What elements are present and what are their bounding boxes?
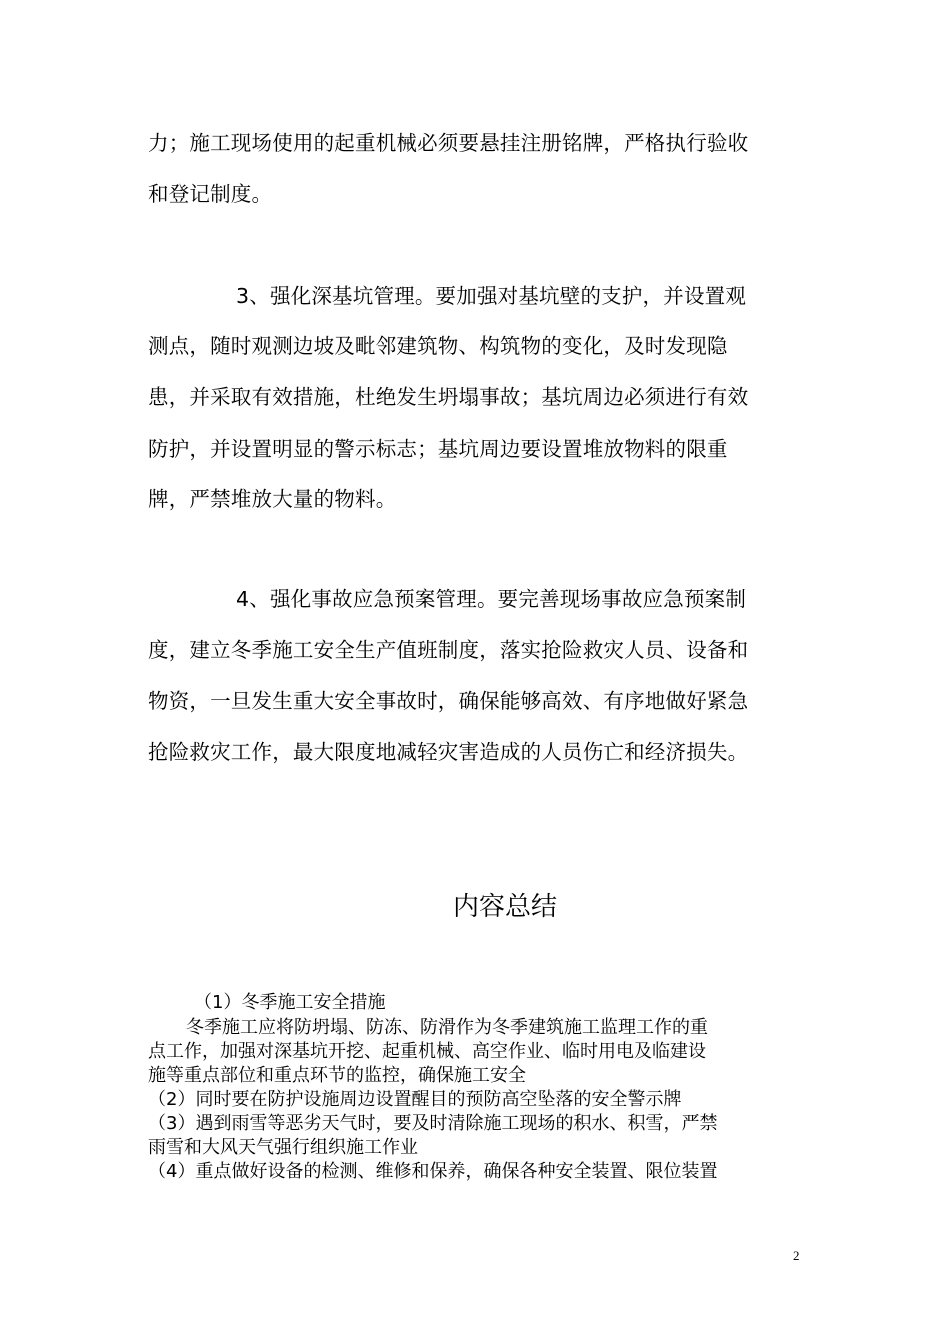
body-line: 和登记制度。 [148,182,273,206]
summary-title: 内容总结 [452,892,557,922]
body-line: 力；施工现场使用的起重机械必须要悬挂注册铭牌，严格执行验收 [148,131,749,155]
summary-line: （3）遇到雨雪等恶劣天气时，要及时清除施工现场的积水、积雪，严禁 [148,1113,718,1134]
body-line: 抢险救灾工作，最大限度地减轻灾害造成的人员伤亡和经济损失。 [148,740,749,764]
summary-line: 点工作，加强对深基坑开挖、起重机械、高空作业、临时用电及临建设 [148,1041,706,1062]
summary-line: 冬季施工应将防坍塌、防冻、防滑作为冬季建筑施工监理工作的重 [186,1017,708,1038]
body-line: 物资，一旦发生重大安全事故时，确保能够高效、有序地做好紧急 [148,689,749,713]
body-line: 度，建立冬季施工安全生产值班制度，落实抢险救灾人员、设备和 [148,638,749,662]
summary-line: （4）重点做好设备的检测、维修和保养，确保各种安全装置、限位装置 [148,1161,718,1182]
page-number: 2 [793,1248,800,1263]
body-line: 防护，并设置明显的警示标志；基坑周边要设置堆放物料的限重 [148,437,728,461]
body-line: 3、强化深基坑管理。要加强对基坑壁的支护，并设置观 [236,284,747,308]
summary-line: （2）同时要在防护设施周边设置醒目的预防高空坠落的安全警示牌 [148,1089,682,1110]
body-line: 牌，严禁堆放大量的物料。 [148,487,397,511]
body-line: 患，并采取有效措施，杜绝发生坍塌事故；基坑周边必须进行有效 [148,385,749,409]
body-line: 测点，随时观测边坡及毗邻建筑物、构筑物的变化，及时发现隐 [148,334,728,358]
body-line: 4、强化事故应急预案管理。要完善现场事故应急预案制 [236,587,747,611]
summary-line: 雨雪和大风天气强行组织施工作业 [148,1137,418,1158]
summary-line: 施等重点部位和重点环节的监控，确保施工安全 [148,1065,526,1086]
summary-line: （1）冬季施工安全措施 [194,992,386,1013]
